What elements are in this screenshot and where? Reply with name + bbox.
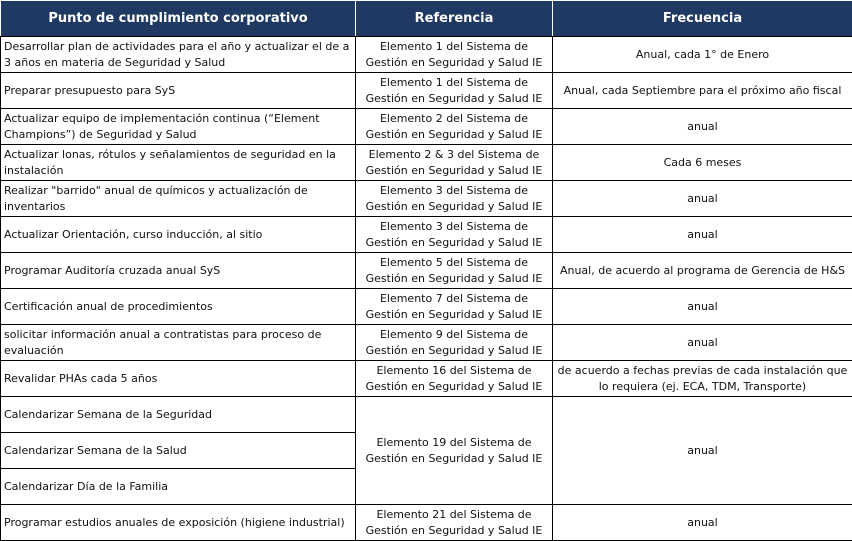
item-cell: Calendarizar Semana de la Seguridad — [1, 397, 356, 433]
table-row — [1, 397, 852, 433]
table-row — [1, 37, 852, 73]
header-reference: Referencia — [356, 1, 553, 37]
reference-cell: Elemento 9 del Sistema de Gestión en Seguridad y Salud IE — [356, 325, 553, 361]
reference-cell: Elemento 21 del Sistema de Gestión en Seguridad y Salud IE — [356, 505, 553, 541]
table-row — [1, 145, 852, 181]
frequency-cell: Anual, cada 1° de Enero — [553, 37, 852, 73]
reference-cell: Elemento 3 del Sistema de Gestión en Seguridad y Salud IE — [356, 181, 553, 217]
frequency-cell: anual — [553, 181, 852, 217]
frequency-cell: anual — [553, 217, 852, 253]
reference-cell: Elemento 1 del Sistema de Gestión en Seguridad y Salud IE — [356, 37, 553, 73]
frequency-cell: anual — [553, 109, 852, 145]
item-cell: Programar estudios anuales de exposición (higiene industrial) — [1, 505, 356, 541]
reference-cell: Elemento 5 del Sistema de Gestión en Seguridad y Salud IE — [356, 253, 553, 289]
frequency-cell: Cada 6 meses — [553, 145, 852, 181]
frequency-cell: Anual, cada Septiembre para el próximo año fiscal — [553, 73, 852, 109]
item-cell: solicitar información anual a contratistas para proceso de evaluación — [1, 325, 356, 361]
reference-cell: Elemento 2 del Sistema de Gestión en Seguridad y Salud IE — [356, 109, 553, 145]
table-row — [1, 289, 852, 325]
table-row — [1, 253, 852, 289]
item-cell: Revalidar PHAs cada 5 años — [1, 361, 356, 397]
item-cell: Desarrollar plan de actividades para el año y actualizar el de a 3 años en materia de Seguridad y Salud — [1, 37, 356, 73]
reference-cell: Elemento 3 del Sistema de Gestión en Seguridad y Salud IE — [356, 217, 553, 253]
frequency-cell: anual — [553, 289, 852, 325]
item-cell: Calendarizar Día de la Familia — [1, 469, 356, 505]
reference-cell: Elemento 16 del Sistema de Gestión en Seguridad y Salud IE — [356, 361, 553, 397]
reference-cell: Elemento 19 del Sistema de Gestión en Seguridad y Salud IE — [356, 397, 553, 505]
item-cell: Actualizar Orientación, curso inducción, al sitio — [1, 217, 356, 253]
frequency-cell: anual — [553, 325, 852, 361]
item-cell: Calendarizar Semana de la Salud — [1, 433, 356, 469]
table-row — [1, 505, 852, 541]
table-row — [1, 217, 852, 253]
item-cell: Realizar "barrido" anual de químicos y actualización de inventarios — [1, 181, 356, 217]
table-row — [1, 181, 852, 217]
frequency-cell: de acuerdo a fechas previas de cada instalación que lo requiera (ej. ECA, TDM, Transporte) — [553, 361, 852, 397]
header-frequency: Frecuencia — [553, 1, 852, 37]
table-row — [1, 109, 852, 145]
frequency-cell: anual — [553, 397, 852, 505]
table-row — [1, 73, 852, 109]
frequency-cell: Anual, de acuerdo al programa de Gerencia de H&S — [553, 253, 852, 289]
reference-cell: Elemento 1 del Sistema de Gestión en Seguridad y Salud IE — [356, 73, 553, 109]
table-row — [1, 361, 852, 397]
item-cell: Certificación anual de procedimientos — [1, 289, 356, 325]
reference-cell: Elemento 2 & 3 del Sistema de Gestión en Seguridad y Salud IE — [356, 145, 553, 181]
header-item: Punto de cumplimiento corporativo — [1, 1, 356, 37]
item-cell: Actualizar lonas, rótulos y señalamientos de seguridad en la instalación — [1, 145, 356, 181]
reference-cell: Elemento 7 del Sistema de Gestión en Seguridad y Salud IE — [356, 289, 553, 325]
item-cell: Programar Auditoría cruzada anual SyS — [1, 253, 356, 289]
frequency-cell: anual — [553, 505, 852, 541]
item-cell: Preparar presupuesto para SyS — [1, 73, 356, 109]
header-row — [1, 1, 852, 37]
table-row — [1, 325, 852, 361]
item-cell: Actualizar equipo de implementación continua (“Element Champions”) de Seguridad y Salud — [1, 109, 356, 145]
